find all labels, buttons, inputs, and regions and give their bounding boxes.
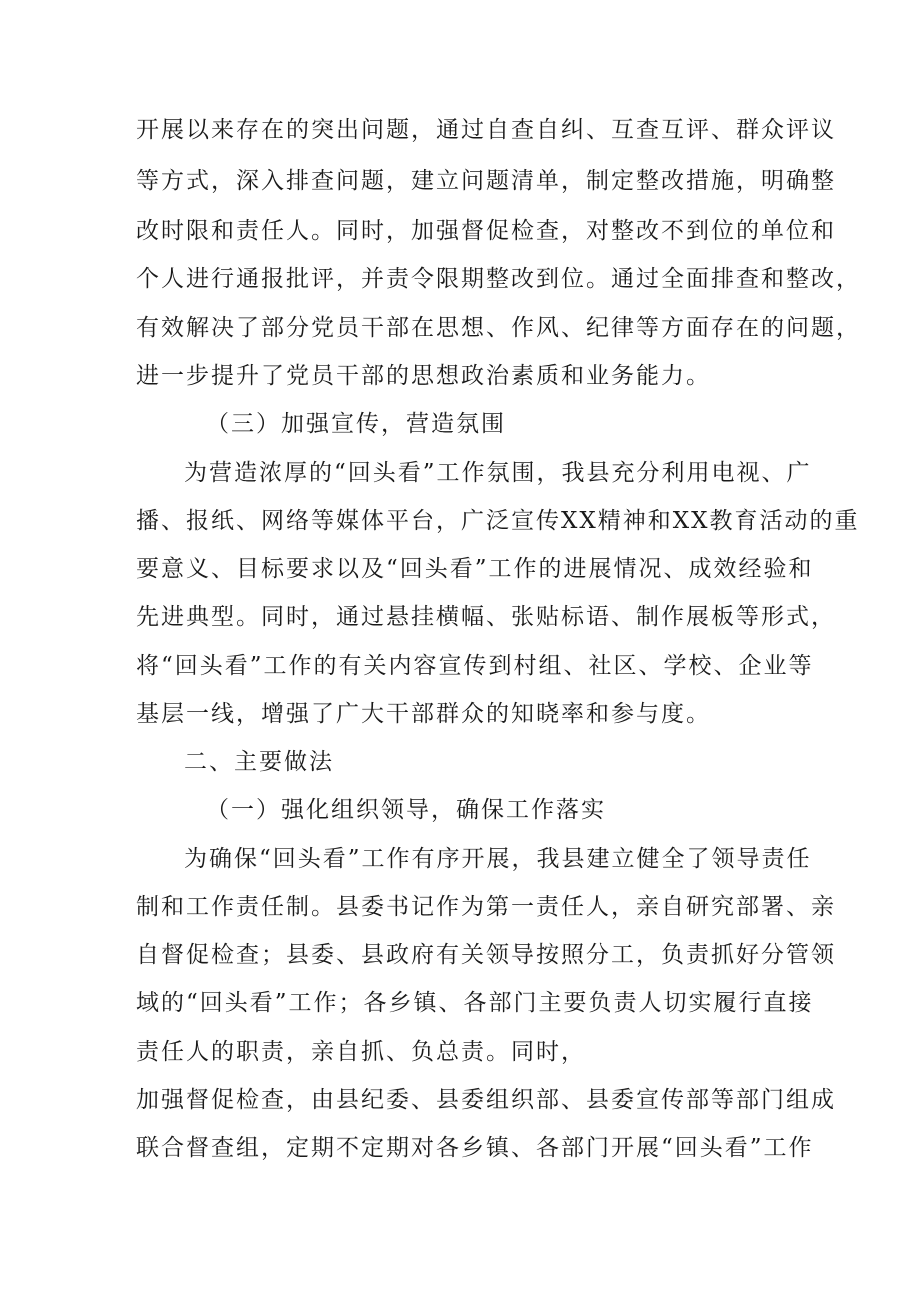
paragraph-line: 加强督促检查，由县纪委、县委组织部、县委宣传部等部门组成 (136, 1087, 836, 1113)
paragraph-line: 责任人的职责，亲自抓、负总责。同时， (136, 1039, 586, 1065)
paragraph-line: 先进典型。同时，通过悬挂横幅、张贴标语、制作展板等形式， (136, 604, 836, 630)
paragraph-line: 将“回头看”工作的有关内容宣传到村组、社区、学校、企业等 (136, 653, 814, 679)
chapter-heading: 二、主要做法 (184, 749, 334, 775)
section-heading: （一）强化组织领导，确保工作落实 (206, 797, 606, 823)
paragraph-line: 域的“回头看”工作；各乡镇、各部门主要负责人切实履行直接 (136, 990, 814, 1016)
section-heading: （三）加强宣传，营造氛围 (206, 411, 506, 437)
paragraph-line: 进一步提升了党员干部的思想政治素质和业务能力。 (136, 363, 711, 389)
paragraph-line: 开展以来存在的突出问题，通过自查自纠、互查互评、群众评议 (136, 117, 836, 143)
paragraph-line: 基层一线，增强了广大干部群众的知晓率和参与度。 (136, 701, 711, 727)
paragraph-line: 要意义、目标要求以及“回头看”工作的进展情况、成效经验和 (136, 556, 814, 582)
paragraph-line: 制和工作责任制。县委书记作为第一责任人，亲自研究部署、亲 (136, 894, 836, 920)
paragraph-line: 为确保“回头看”工作有序开展，我县建立健全了领导责任 (184, 846, 812, 872)
paragraph-line: 播、报纸、网络等媒体平台，广泛宣传XX精神和XX教育活动的重 (136, 508, 860, 534)
paragraph-line: 自督促检查；县委、县政府有关领导按照分工，负责抓好分管领 (136, 942, 836, 968)
paragraph-line: 等方式，深入排查问题，建立问题清单，制定整改措施，明确整 (136, 168, 836, 194)
paragraph-line: 改时限和责任人。同时，加强督促检查，对整改不到位的单位和 (136, 218, 836, 244)
paragraph-line: 有效解决了部分党员干部在思想、作风、纪律等方面存在的问题， (136, 315, 861, 341)
paragraph-line: 个人进行通报批评，并责令限期整改到位。通过全面排查和整改， (136, 266, 861, 292)
paragraph-line: 联合督查组，定期不定期对各乡镇、各部门开展“回头看”工作 (136, 1135, 814, 1161)
paragraph-line: 为营造浓厚的“回头看”工作氛围，我县充分利用电视、广 (184, 460, 812, 486)
